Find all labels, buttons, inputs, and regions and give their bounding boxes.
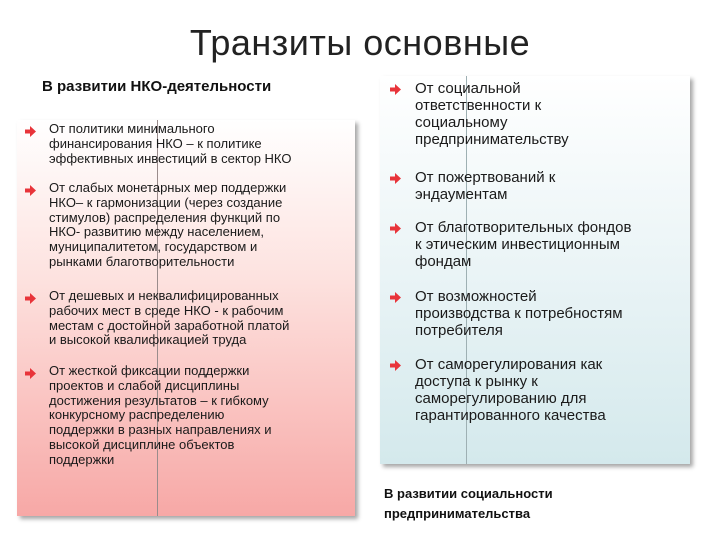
right-heading: В развитии социальности предпринимательства (384, 486, 553, 521)
right-item-text: От пожертвований к эндаументам (415, 169, 556, 203)
left-item-3 (25, 289, 289, 348)
arrow-right-icon (390, 173, 401, 184)
left-item-4 (25, 364, 272, 468)
right-item-text: От саморегулирования как доступа к рынку к саморегулированию для гарантированного качества (415, 356, 606, 424)
left-item-text: От жесткой фиксации поддержки проектов и слабой дисциплины достижения результатов – к гибкому конкурсному распределению поддержки в разных направлениях и высокой дисциплине объектов поддержки (49, 363, 272, 467)
left-item-text: От дешевых и неквалифицированных рабочих мест в среде НКО - к рабочим местам с достойной заработной платой и высокой квалификацией труда (49, 288, 290, 348)
left-item-1 (25, 122, 291, 166)
arrow-right-icon (25, 185, 36, 196)
arrow-right-icon (390, 84, 401, 95)
slide-title: Транзиты основные (189, 22, 531, 63)
right-item-text: От благотворительных фондов к этическим инвестиционным фондам (415, 219, 632, 270)
right-item-text: От социальной ответственности к социальному предпринимательству (415, 80, 569, 148)
right-item-2 (390, 169, 555, 203)
arrow-right-icon (390, 360, 401, 371)
left-heading: В развитии НКО-деятельности (42, 78, 272, 95)
arrow-right-icon (25, 368, 36, 379)
right-item-4 (390, 288, 623, 339)
arrow-right-icon (390, 292, 401, 303)
arrow-right-icon (25, 126, 36, 137)
right-item-5 (390, 356, 606, 424)
right-item-3 (390, 219, 631, 270)
left-item-2 (25, 181, 286, 270)
arrow-right-icon (390, 223, 401, 234)
arrow-right-icon (25, 293, 36, 304)
left-item-text: От слабых монетарных мер поддержки НКО– к гармонизации (через создание стимулов) распределения функций по НКО- развитию между населением, муниципалитетом, государством и рынками благотворительности (49, 180, 287, 269)
right-item-1 (390, 80, 569, 148)
right-item-text: От возможностей производства к потребностям потребителя (415, 288, 623, 339)
left-item-text: От политики минимального финансирования НКО – к политике эффективных инвестиций в сектор НКО (49, 121, 292, 166)
